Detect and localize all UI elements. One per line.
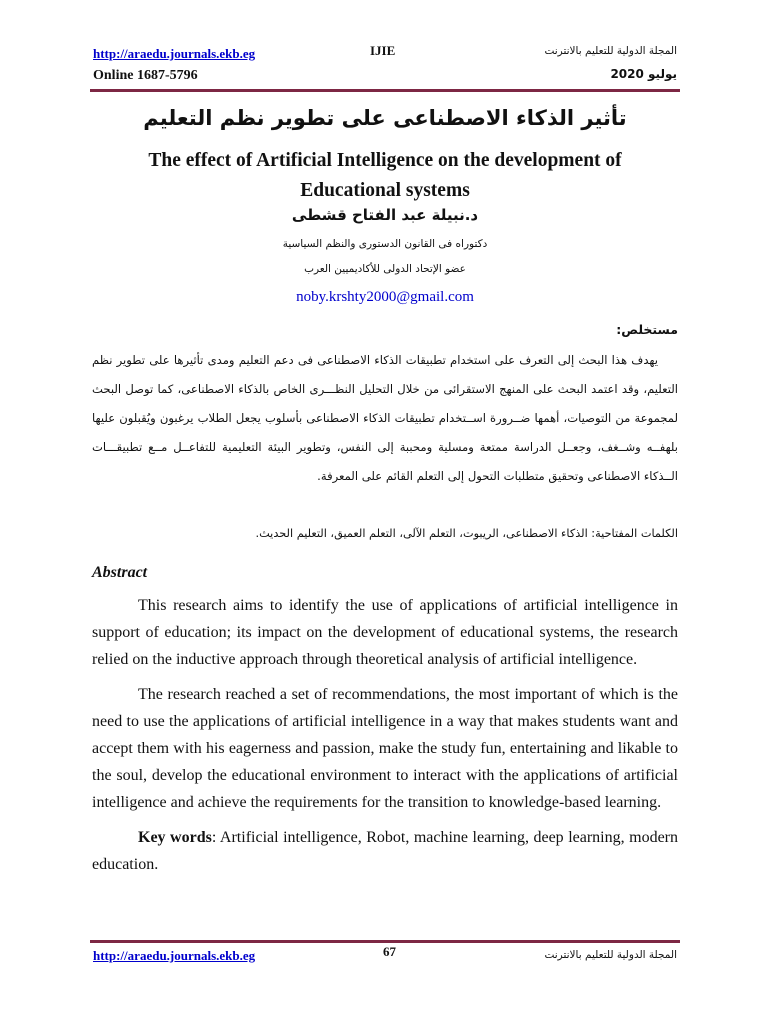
arabic-abstract-heading: مستخلص: (616, 322, 678, 337)
abstract-paragraph-1: This research aims to identify the use of applications of artificial intelligence in support of education; its impact on the development of educational systems, the research relied on the inductive approach through theoretical analysis of artificial intelligence. (92, 597, 678, 669)
header-issue-date: يوليو 2020 (610, 67, 677, 81)
footer-divider (90, 940, 680, 943)
title-english: The effect of Artificial Intelligence on the development of Educational systems (148, 150, 622, 201)
footer-journal-url[interactable]: http://araedu.journals.ekb.eg (93, 948, 256, 963)
header-divider (90, 89, 680, 92)
arabic-abstract-body: يهدف هذا البحث إلى التعرف على استخدام تطبيقات الذكاء الاصطناعى فى دعم التعليم ومدى تأثيرها على تطوير نظم التعليم، وقد اعتمد البحث على المنهج الاستقرائى من خلال التحليل النظـــرى الخاص بالذكاء الاصطناعى، كما توصل البحث لمجموعة من التوصيات، أهمها ضــرورة اســتخدام تطبيقات الذكاء الاصطناعى بأسلوب يجعل الطلاب يرغبون ويُقبلون عليها بلهفــه وشــغف، وجعــل الدراسة ممتعة ومسلية ومحببة إلى النفس، وتطوير البيئة التعليمية للتفاعــل مــع تطبيقـــات الــذكاء الاصطناعى وتحقيق متطلبات التحول إلى التعلم القائم على المعرفة. (92, 353, 678, 483)
header-issn: Online 1687-5796 (93, 68, 198, 83)
header-journal-abbr: IJIE (370, 43, 396, 58)
author-email-link[interactable]: noby.krshty2000@gmail.com (296, 289, 474, 305)
title-arabic: تأثير الذكاء الاصطناعى على تطوير نظم التعليم (143, 106, 627, 130)
english-abstract-heading: Abstract (92, 564, 148, 581)
english-abstract (92, 592, 678, 885)
page-number: 67 (383, 944, 396, 959)
arabic-keywords: الكلمات المفتاحية: الذكاء الاصطناعى، الريبوت، التعلم الآلى، التعلم العميق، التعليم الحديث. (255, 527, 678, 540)
arabic-abstract (92, 346, 678, 491)
author-affiliation-2: عضو الإتحاد الدولى للأكاديميين العرب (304, 263, 466, 275)
header-journal-name-ar: المجلة الدولية للتعليم بالانترنت (544, 45, 677, 57)
author-affiliation-1: دكتوراه فى القانون الدستورى والنظم السياسية (282, 238, 488, 250)
footer-journal-name-ar: المجلة الدولية للتعليم بالانترنت (544, 949, 677, 961)
abstract-paragraph-2: The research reached a set of recommendations, the most important of which is the need to use the applications of artificial intelligence in a way that makes students want and accept them with his eagerness and passion, make the study fun, entertaining and likable to the soul, develop the educational environment to interact with the applications of artificial intelligence and achieve the requirements for the transition to knowledge-based learning. (92, 685, 678, 812)
keywords-label: Key words (138, 828, 212, 846)
header-journal-url[interactable]: http://araedu.journals.ekb.eg (93, 46, 256, 61)
keywords-paragraph (92, 824, 678, 878)
keywords-text: : Artificial intelligence, Robot, machine learning, deep learning, modern education. (92, 828, 678, 873)
author-name: د.نبيلة عبد الفتاح قشطى (291, 206, 479, 224)
